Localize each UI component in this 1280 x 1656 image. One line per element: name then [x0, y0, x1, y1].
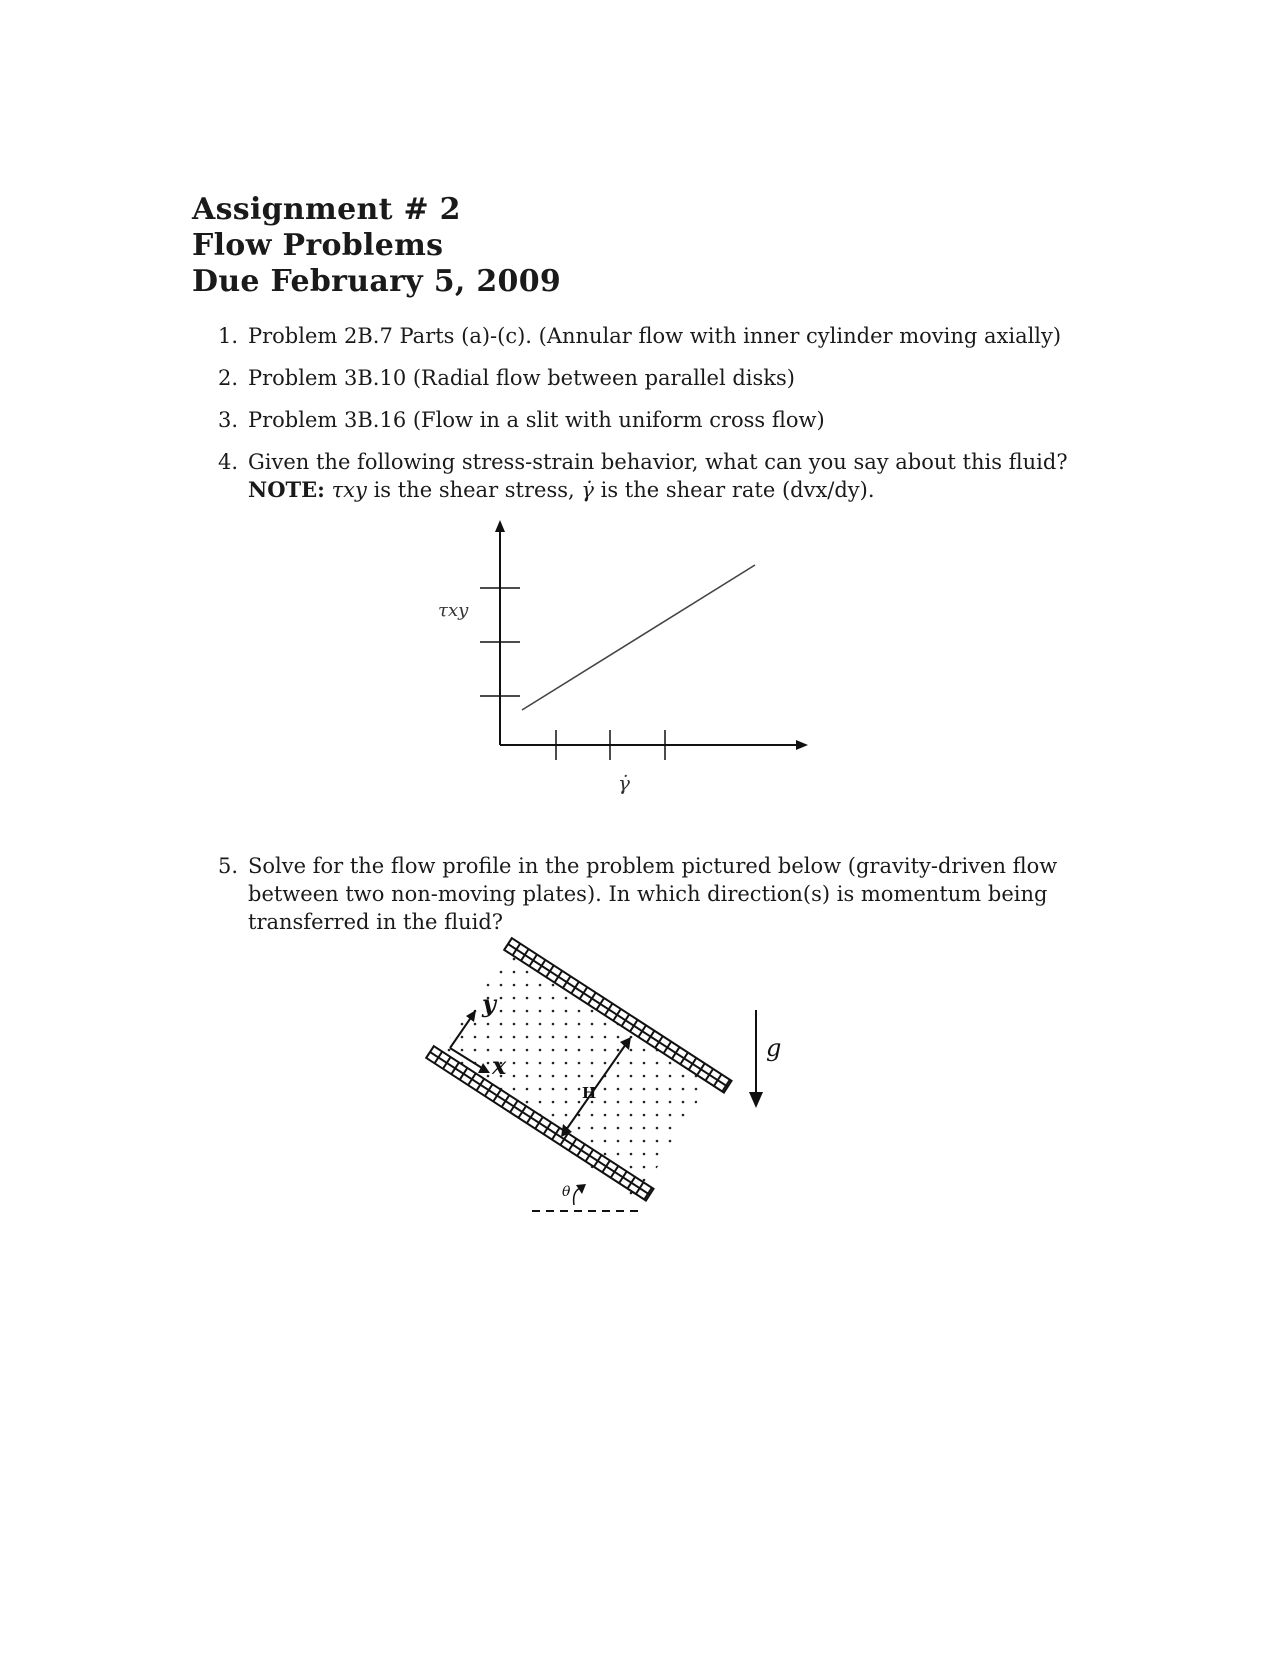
note-label: NOTE:	[248, 477, 325, 502]
note-mid: is the shear stress,	[373, 478, 575, 502]
item-number: 1.	[218, 324, 239, 348]
stress-strain-figure	[420, 520, 820, 830]
item-note	[248, 476, 1098, 504]
item-number: 4.	[218, 450, 239, 474]
item-number: 3.	[218, 408, 239, 432]
gap-label: H	[582, 1084, 597, 1102]
x-label: x	[492, 1051, 507, 1080]
item-text: Given the following stress-strain behavior, what can you say about this fluid?	[248, 450, 1068, 474]
x-axis-arrow	[796, 740, 808, 750]
item-text: Solve for the flow profile in the problem pictured below (gravity-driven flow between two non-moving plates). In which direction(s) is momentum being transferred in the fluid?	[248, 854, 1058, 934]
item-body	[248, 448, 1098, 504]
note-tau: τxy	[331, 478, 367, 502]
stress-strain-line	[522, 565, 755, 710]
inclined-plates-figure	[420, 930, 820, 1230]
item-number: 5.	[218, 854, 239, 878]
problem-item-4	[218, 448, 1098, 508]
item-text: Problem 2B.7 Parts (a)-(c). (Annular flow with inner cylinder moving axially)	[248, 324, 1062, 348]
note-end: is the shear rate (dvx/dy).	[600, 478, 875, 502]
problem-item-1	[218, 322, 1098, 350]
y-label: y	[482, 989, 496, 1018]
x-axis-label: γ̇	[618, 771, 630, 795]
y-axis-arrow	[495, 520, 505, 532]
assignment-subtitle: Flow Problems	[192, 228, 444, 263]
item-text: Problem 3B.10 (Radial flow between parallel disks)	[248, 366, 795, 390]
due-date: Due February 5, 2009	[192, 264, 562, 299]
item-number: 2.	[218, 366, 239, 390]
assignment-title: Assignment # 2	[192, 192, 461, 227]
gravity-label: g	[766, 1034, 782, 1062]
gravity-arrowhead	[749, 1092, 763, 1108]
y-axis-label: τxy	[438, 600, 469, 621]
angle-label: θ	[562, 1184, 571, 1200]
note-gamma: γ̇	[581, 478, 594, 502]
problem-item-2	[218, 364, 1098, 392]
item-text: Problem 3B.16 (Flow in a slit with uniform cross flow)	[248, 408, 825, 432]
angle-arc	[574, 1188, 580, 1205]
problem-item-5	[218, 852, 1098, 936]
problem-item-3	[218, 406, 1098, 434]
